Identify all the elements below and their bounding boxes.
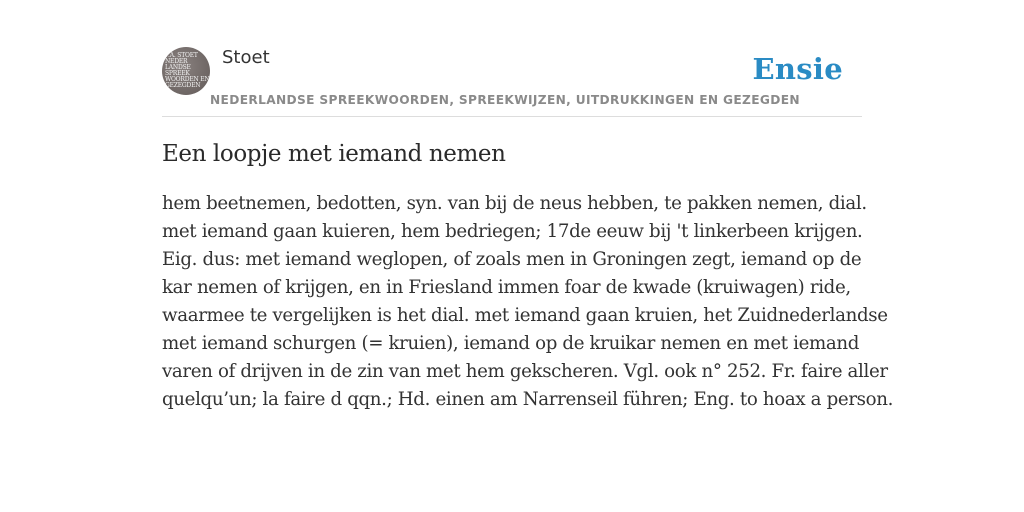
entry-definition (162, 190, 894, 414)
source-title[interactable]: NEDERLANDSE SPREEKWOORDEN, SPREEKWIJZEN, UITDRUKKINGEN EN GEZEGDEN (210, 93, 800, 107)
definition-line: varen of drijven in de zin van met hem gekscheren. Vgl. ook n° 252. Fr. faire aller (162, 361, 888, 382)
entry-header (162, 38, 862, 117)
author-name[interactable]: Stoet (222, 47, 270, 68)
definition-line: quelqu’un; la faire d qqn.; Hd. einen am Narrenseil führen; Eng. to hoax a person. (162, 389, 894, 410)
definition-line: Eig. dus: met iemand weglopen, of zoals men in Groningen zegt, iemand op de (162, 249, 862, 270)
avatar-text: GEZEGDEN (165, 82, 201, 89)
definition-line: met iemand gaan kuieren, hem bedriegen; 17de eeuw bij 't linkerbeen krijgen. (162, 221, 863, 242)
definition-line: kar nemen of krijgen, en in Friesland immen foar de kwade (kruiwagen) ride, (162, 277, 851, 298)
brand-logo[interactable]: Ensie (752, 52, 843, 86)
author-avatar[interactable] (162, 47, 210, 95)
definition-line: met iemand schurgen (= kruien), iemand op de kruikar nemen en met iemand (162, 333, 860, 354)
definition-line: hem beetnemen, bedotten, syn. van bij de neus hebben, te pakken nemen, dial. (162, 193, 867, 214)
entry-title: Een loopje met iemand nemen (162, 141, 506, 167)
definition-line: waarmee te vergelijken is het dial. met iemand gaan kruien, het Zuidnederlandse (162, 305, 888, 326)
avatar-text: LANDSE (165, 64, 191, 71)
avatar-text: SPREEK (165, 70, 190, 77)
avatar-text: F.A. STOET (165, 52, 198, 59)
avatar-text: WOORDEN EN (165, 76, 210, 83)
avatar-text: NEDER (165, 58, 188, 65)
entry-card (162, 38, 894, 414)
